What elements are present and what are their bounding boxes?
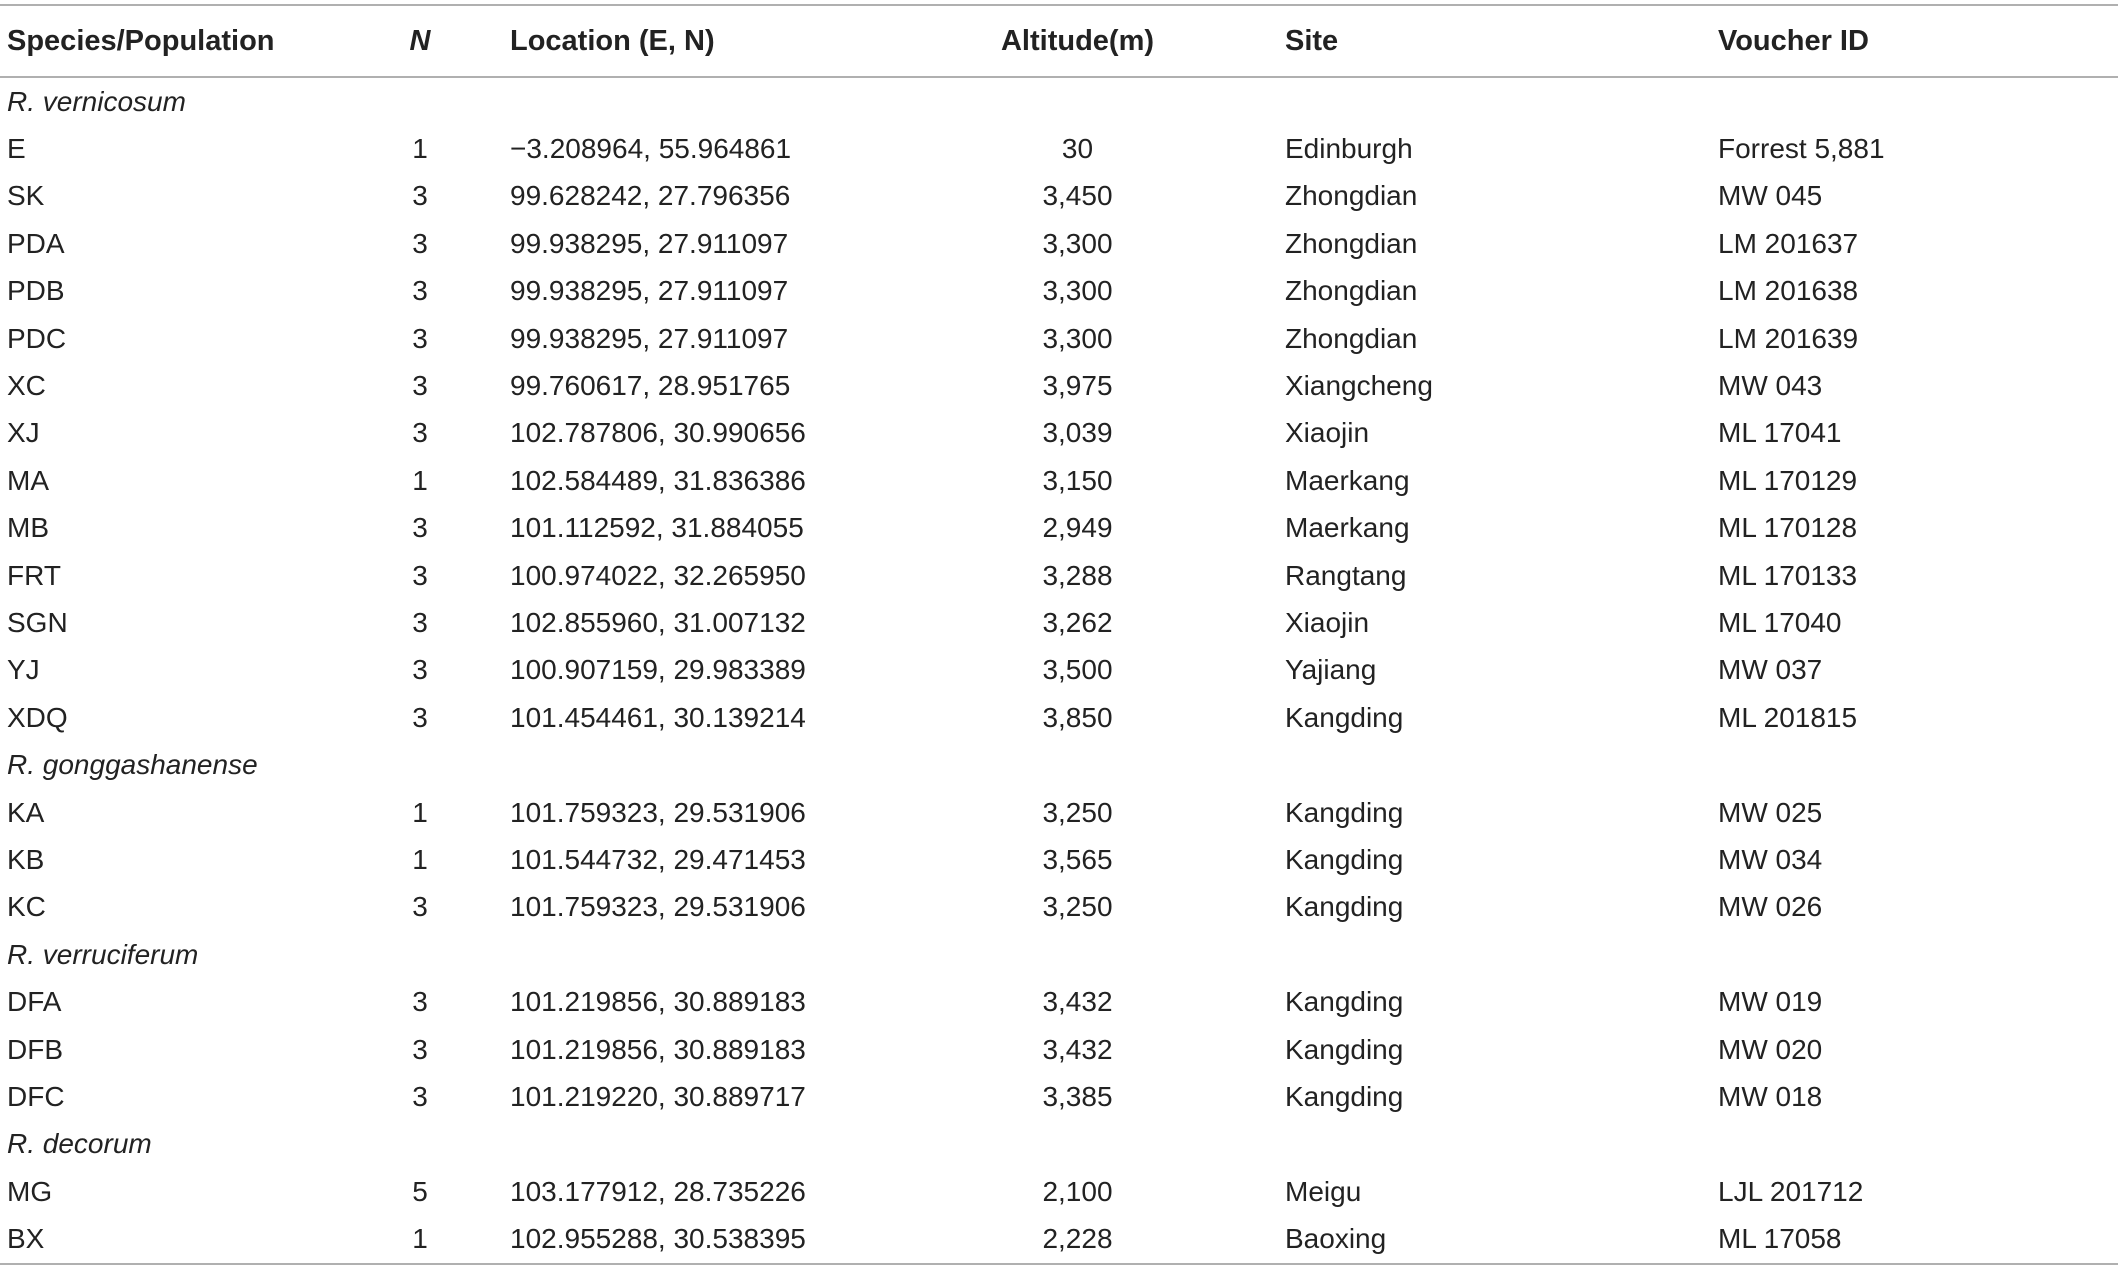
voucher-id-cell: MW 020 [1718, 1033, 1823, 1065]
site-cell: Kangding [1285, 796, 1404, 828]
site-cell: Kangding [1285, 843, 1404, 875]
population-id-cell: YJ [7, 654, 40, 686]
voucher-id-cell: ML 17058 [1718, 1223, 1842, 1255]
voucher-id-cell: LM 201638 [1718, 275, 1859, 307]
voucher-id-cell: ML 170133 [1718, 559, 1858, 591]
sample-count-cell: 3 [412, 1033, 428, 1065]
site-cell: Rangtang [1285, 559, 1407, 591]
location-cell: 102.855960, 31.007132 [510, 606, 806, 638]
altitude-cell: 3,300 [1042, 227, 1113, 259]
table-body [0, 77, 2118, 1264]
sample-count-cell: 1 [412, 843, 428, 875]
location-cell: 99.938295, 27.911097 [510, 227, 789, 259]
header-voucher-id: Voucher ID [1718, 24, 1869, 57]
species-group-row [0, 931, 2118, 978]
sample-count-cell: 3 [412, 322, 428, 354]
species-name: R. decorum [7, 1128, 152, 1160]
population-table [0, 4, 2118, 1265]
site-cell: Kangding [1285, 701, 1404, 733]
voucher-id-cell: LM 201637 [1718, 227, 1859, 259]
location-cell: 101.219856, 30.889183 [510, 986, 806, 1018]
site-cell: Zhongdian [1285, 322, 1418, 354]
site-cell: Kangding [1285, 986, 1404, 1018]
table-row [0, 505, 2118, 552]
population-id-cell: PDC [7, 322, 67, 354]
table-row [0, 599, 2118, 646]
altitude-cell: 3,150 [1042, 464, 1113, 496]
altitude-cell: 2,228 [1042, 1223, 1113, 1255]
sample-count-cell: 3 [412, 275, 428, 307]
voucher-id-cell: MW 018 [1718, 1080, 1823, 1112]
altitude-cell: 3,262 [1042, 606, 1113, 638]
altitude-cell: 3,300 [1042, 322, 1113, 354]
location-cell: 103.177912, 28.735226 [510, 1175, 806, 1207]
table-row [0, 978, 2118, 1025]
altitude-cell: 3,565 [1042, 843, 1113, 875]
population-id-cell: PDA [7, 227, 65, 259]
species-group-row [0, 77, 2118, 125]
population-id-cell: KC [7, 891, 46, 923]
voucher-id-cell: MW 043 [1718, 370, 1823, 402]
site-cell: Baoxing [1285, 1223, 1387, 1255]
table-row [0, 457, 2118, 504]
sample-count-cell: 3 [412, 417, 428, 449]
voucher-id-cell: MW 034 [1718, 843, 1823, 875]
species-name: R. verruciferum [7, 938, 199, 970]
location-cell: 102.787806, 30.990656 [510, 417, 806, 449]
header-n: N [409, 24, 431, 57]
population-id-cell: MA [7, 464, 49, 496]
location-cell: 99.938295, 27.911097 [510, 322, 789, 354]
voucher-id-cell: ML 170129 [1718, 464, 1858, 496]
sample-count-cell: 3 [412, 370, 428, 402]
table-row [0, 552, 2118, 599]
table-row [0, 315, 2118, 362]
table-row [0, 1168, 2118, 1215]
table-row [0, 694, 2118, 741]
altitude-cell: 3,300 [1042, 275, 1113, 307]
table-row [0, 268, 2118, 315]
location-cell: 101.759323, 29.531906 [510, 891, 806, 923]
voucher-id-cell: LM 201639 [1718, 322, 1859, 354]
site-cell: Yajiang [1285, 654, 1377, 686]
table-row [0, 647, 2118, 694]
site-cell: Xiaojin [1285, 417, 1370, 449]
table-row [0, 173, 2118, 220]
altitude-cell: 3,039 [1042, 417, 1113, 449]
site-cell: Xiaojin [1285, 606, 1370, 638]
population-id-cell: E [7, 133, 26, 165]
population-id-cell: BX [7, 1223, 45, 1255]
population-id-cell: MG [7, 1175, 53, 1207]
altitude-cell: 30 [1061, 133, 1094, 165]
table-row [0, 1215, 2118, 1263]
sample-count-cell: 5 [412, 1175, 428, 1207]
site-cell: Kangding [1285, 891, 1404, 923]
population-id-cell: DFC [7, 1080, 65, 1112]
sample-count-cell: 3 [412, 1080, 428, 1112]
altitude-cell: 3,450 [1042, 180, 1113, 212]
voucher-id-cell: MW 045 [1718, 180, 1823, 212]
voucher-id-cell: MW 019 [1718, 986, 1823, 1018]
site-cell: Maerkang [1285, 464, 1410, 496]
voucher-id-cell: LJL 201712 [1718, 1175, 1864, 1207]
site-cell: Xiangcheng [1285, 370, 1433, 402]
altitude-cell: 3,250 [1042, 891, 1113, 923]
altitude-cell: 3,500 [1042, 654, 1113, 686]
sample-count-cell: 1 [412, 796, 428, 828]
voucher-id-cell: ML 170128 [1718, 512, 1858, 544]
table-row [0, 125, 2118, 172]
location-cell: 99.938295, 27.911097 [510, 275, 789, 307]
site-cell: Maerkang [1285, 512, 1410, 544]
table-row [0, 836, 2118, 883]
sample-count-cell: 3 [412, 606, 428, 638]
sample-count-cell: 1 [412, 1223, 428, 1255]
species-name: R. vernicosum [7, 85, 186, 117]
location-cell: 101.544732, 29.471453 [510, 843, 806, 875]
voucher-id-cell: MW 037 [1718, 654, 1823, 686]
species-name: R. gonggashanense [7, 749, 258, 781]
location-cell: 100.907159, 29.983389 [510, 654, 806, 686]
altitude-cell: 3,432 [1042, 1033, 1113, 1065]
location-cell: 101.219856, 30.889183 [510, 1033, 806, 1065]
location-cell: −3.208964, 55.964861 [510, 133, 792, 165]
table-row [0, 220, 2118, 267]
altitude-cell: 3,385 [1042, 1080, 1113, 1112]
sample-count-cell: 3 [412, 180, 428, 212]
voucher-id-cell: MW 025 [1718, 796, 1823, 828]
location-cell: 101.759323, 29.531906 [510, 796, 806, 828]
location-cell: 102.584489, 31.836386 [510, 464, 806, 496]
site-cell: Meigu [1285, 1175, 1362, 1207]
population-id-cell: FRT [7, 559, 61, 591]
location-cell: 102.955288, 30.538395 [510, 1223, 806, 1255]
voucher-id-cell: ML 17040 [1718, 606, 1842, 638]
population-id-cell: PDB [7, 275, 65, 307]
population-id-cell: DFA [7, 986, 62, 1018]
table-row [0, 884, 2118, 931]
altitude-cell: 2,100 [1042, 1175, 1113, 1207]
altitude-cell: 3,288 [1042, 559, 1113, 591]
header-species-population: Species/Population [7, 24, 275, 57]
altitude-cell: 3,975 [1042, 370, 1113, 402]
location-cell: 101.454461, 30.139214 [510, 701, 806, 733]
voucher-id-cell: MW 026 [1718, 891, 1823, 923]
site-cell: Kangding [1285, 1080, 1404, 1112]
sample-count-cell: 3 [412, 986, 428, 1018]
sample-count-cell: 1 [412, 464, 428, 496]
species-group-row [0, 741, 2118, 788]
voucher-id-cell: ML 201815 [1718, 701, 1858, 733]
table-row [0, 1026, 2118, 1073]
table-row [0, 362, 2118, 409]
population-id-cell: XDQ [7, 701, 68, 733]
sample-count-cell: 3 [412, 512, 428, 544]
location-cell: 101.219220, 30.889717 [510, 1080, 806, 1112]
table-row [0, 789, 2118, 836]
population-id-cell: XC [7, 370, 46, 402]
altitude-cell: 3,432 [1042, 986, 1113, 1018]
header-row [0, 5, 2118, 77]
sample-count-cell: 3 [412, 891, 428, 923]
sample-count-cell: 1 [412, 133, 428, 165]
location-cell: 99.628242, 27.796356 [510, 180, 791, 212]
site-cell: Zhongdian [1285, 275, 1418, 307]
voucher-id-cell: ML 17041 [1718, 417, 1842, 449]
sample-count-cell: 3 [412, 701, 428, 733]
population-id-cell: SK [7, 180, 45, 212]
location-cell: 100.974022, 32.265950 [510, 559, 806, 591]
sample-count-cell: 3 [412, 227, 428, 259]
population-id-cell: MB [7, 512, 49, 544]
header-site: Site [1285, 24, 1339, 57]
location-cell: 101.112592, 31.884055 [510, 512, 804, 544]
species-group-row [0, 1121, 2118, 1168]
site-cell: Zhongdian [1285, 227, 1418, 259]
header-altitude: Altitude(m) [1000, 24, 1155, 57]
population-id-cell: SGN [7, 606, 68, 638]
population-id-cell: XJ [7, 417, 40, 449]
sample-count-cell: 3 [412, 559, 428, 591]
header-location: Location (E, N) [510, 24, 715, 57]
site-cell: Edinburgh [1285, 133, 1413, 165]
altitude-cell: 3,850 [1042, 701, 1113, 733]
table-row [0, 410, 2118, 457]
altitude-cell: 2,949 [1042, 512, 1113, 544]
site-cell: Zhongdian [1285, 180, 1418, 212]
location-cell: 99.760617, 28.951765 [510, 370, 791, 402]
sample-count-cell: 3 [412, 654, 428, 686]
voucher-id-cell: Forrest 5,881 [1718, 133, 1885, 165]
altitude-cell: 3,250 [1042, 796, 1113, 828]
population-id-cell: DFB [7, 1033, 63, 1065]
population-id-cell: KA [7, 796, 45, 828]
site-cell: Kangding [1285, 1033, 1404, 1065]
population-id-cell: KB [7, 843, 45, 875]
table-row [0, 1073, 2118, 1120]
